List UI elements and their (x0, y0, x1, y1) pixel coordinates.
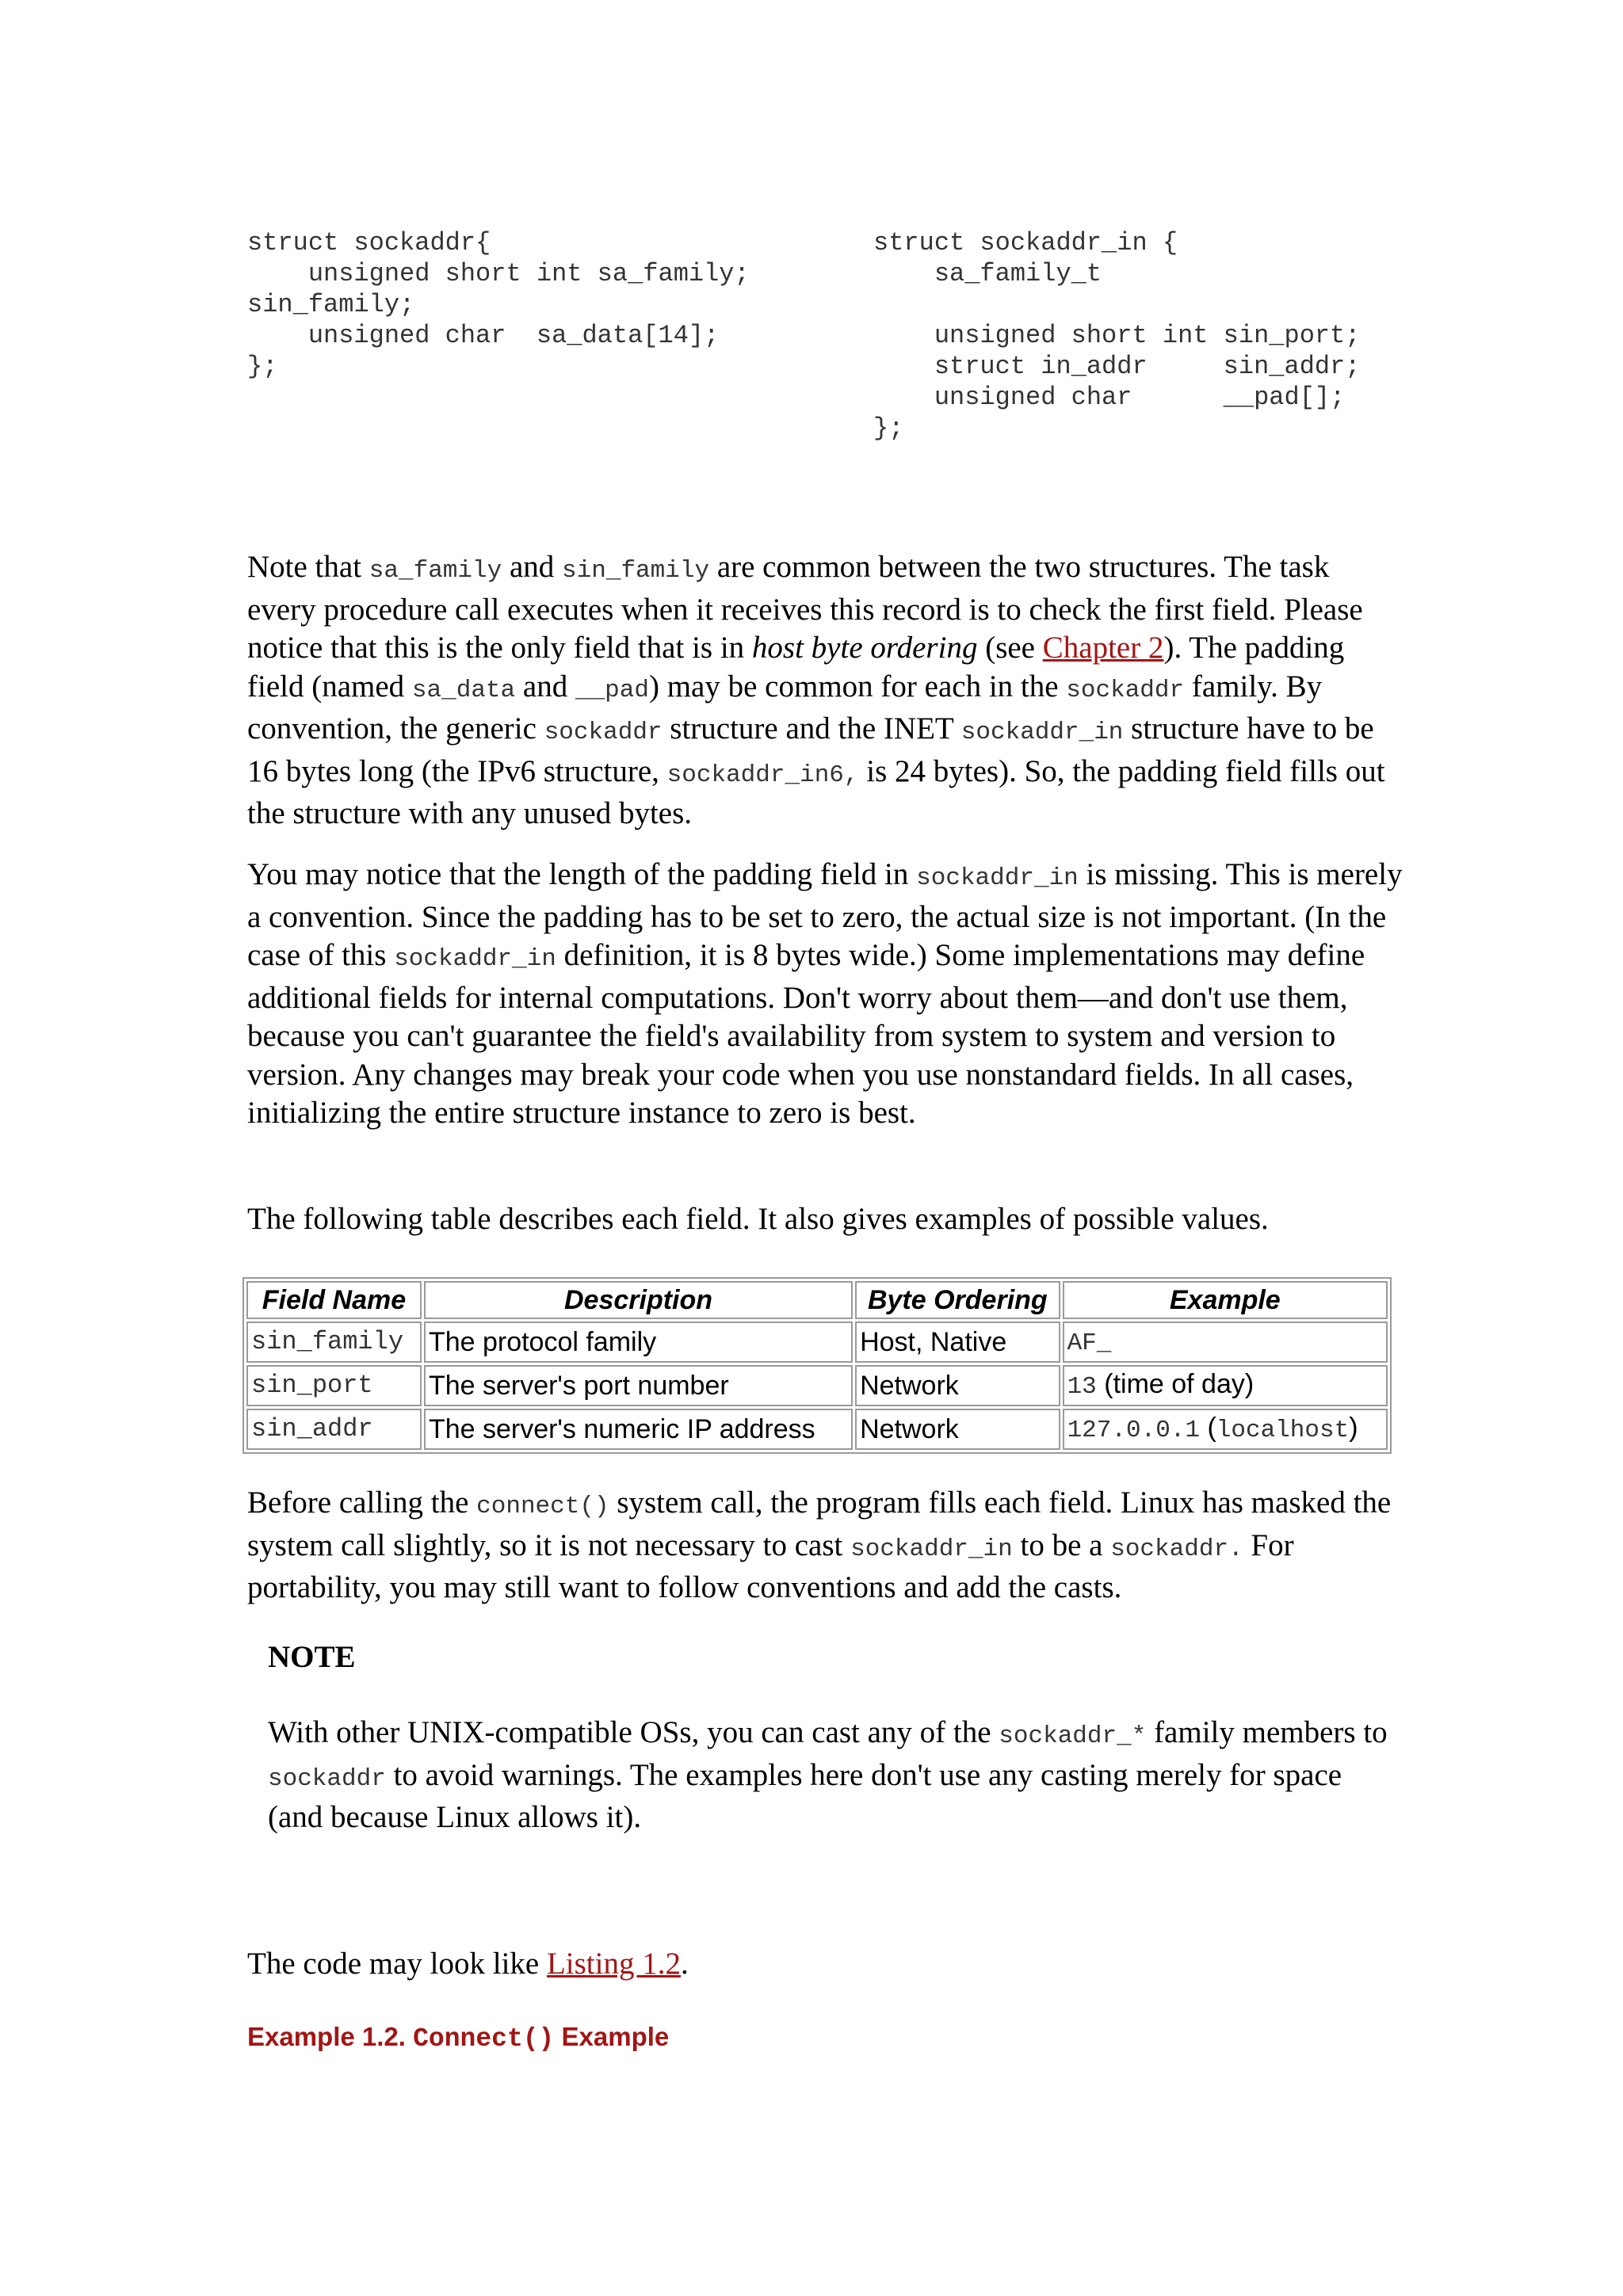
chapter-2-link[interactable]: Chapter 2 (1042, 631, 1164, 665)
inline-code: sockaddr_* (999, 1722, 1147, 1750)
cell-example: 13 (time of day) (1063, 1365, 1388, 1406)
paragraph-listing-ref: The code may look like Listing 1.2. (247, 1947, 689, 1981)
cell-byte-ordering: Host, Native (855, 1322, 1060, 1363)
cell-field: sin_addr (246, 1409, 422, 1450)
note-title: NOTE (268, 1640, 356, 1674)
inline-code: sockaddr (268, 1764, 386, 1793)
inline-code: __pad (575, 676, 649, 704)
table-header-row (246, 1281, 1388, 1319)
header-field-name: Field Name (246, 1281, 422, 1319)
listing-1-2-link[interactable]: Listing 1.2 (546, 1947, 681, 1981)
header-example: Example (1063, 1281, 1388, 1319)
cell-description: The server's port number (424, 1365, 853, 1406)
inline-code: sockaddr_in (916, 864, 1079, 892)
inline-code: sin_family (562, 557, 710, 585)
header-byte-ordering: Byte Ordering (855, 1281, 1060, 1319)
inline-code: sockaddr (1066, 676, 1185, 704)
field-table (242, 1277, 1392, 1454)
cell-byte-ordering: Network (855, 1409, 1060, 1450)
table-row (246, 1409, 1388, 1450)
paragraph-table-intro: The following table describes each field. It also gives examples of possible values. (247, 1202, 1269, 1236)
table-row (246, 1365, 1388, 1406)
paragraph-common-fields: Note that sa_family and sin_family are common between the two structures. The task every procedure call executes when it receives this record is to check the first field. Please notice that this is the only field that is in host byte ordering (see Chapter 2). The padding field (named sa_data and __pad) may be common for each in the sockaddr family. By convention, the generic sockaddr structure and the INET sockaddr_in structure have to be 16 bytes long (the IPv6 structure, sockaddr_in6, is 24 bytes). So, the padding field fills out the structure with any unused bytes. (247, 550, 1385, 830)
inline-code: sockaddr. (1110, 1535, 1243, 1563)
header-description: Description (424, 1281, 853, 1319)
inline-code: sockaddr_in6, (666, 761, 859, 789)
inline-code: sa_family (369, 557, 502, 585)
inline-code: sockaddr_in (960, 719, 1124, 746)
inline-code: sockaddr_in (394, 945, 556, 973)
cell-example: 127.0.0.1 (localhost) (1063, 1409, 1388, 1450)
cell-example: AF_ (1063, 1322, 1388, 1363)
code-struct-sockaddr-in: struct sockaddr_in { sa_family_t unsigned short int sin_port; struct in_addr sin_addr; unsigned char __pad[]; }; (873, 228, 1361, 443)
cell-field: sin_port (246, 1365, 422, 1406)
cell-byte-ordering: Network (855, 1365, 1060, 1406)
cell-description: The protocol family (424, 1322, 853, 1363)
emphasis: host byte ordering (751, 631, 978, 665)
inline-code: sockaddr (544, 719, 663, 746)
code-struct-sockaddr: struct sockaddr{ unsigned short int sa_family; sin_family; unsigned char sa_data[14]; }; (247, 228, 750, 381)
inline-code: sa_data (411, 676, 516, 704)
paragraph-padding-length: You may notice that the length of the padding field in sockaddr_in is missing. This is merely a convention. Since the padding has to be set to zero, the actual size is not important. (In the case of this sockaddr_in definition, it is 8 bytes wide.) Some implementations may define additional fields for internal computations. Don't worry about them—and don't use them, because you can't guarantee the field's availability from system to system and version to version. Any changes may break your code when you use nonstandard fields. In all cases, initializing the entire structure instance to zero is best. (247, 857, 1403, 1130)
example-caption: Example 1.2. Connect() Example (247, 2022, 670, 2054)
paragraph-connect-call: Before calling the connect() system call, the program fills each field. Linux has masked the system call slightly, so it is not necessary to cast sockaddr_in to be a sockaddr. For portability, you may still want to follow conventions and add the casts. (247, 1486, 1392, 1604)
table-row (246, 1322, 1388, 1363)
inline-code: sockaddr_in (850, 1535, 1013, 1563)
cell-description: The server's numeric IP address (424, 1409, 853, 1450)
inline-code: connect() (476, 1493, 609, 1520)
cell-field: sin_family (246, 1322, 422, 1363)
note-body: With other UNIX-compatible OSs, you can cast any of the sockaddr_* family members to sockaddr to avoid warnings. The examples here don't use any casting merely for space (and because Linux allows it). (268, 1715, 1388, 1834)
